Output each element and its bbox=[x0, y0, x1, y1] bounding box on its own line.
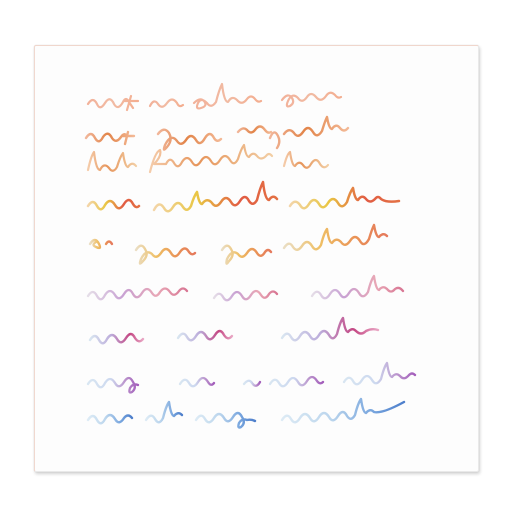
writing-line-8 bbox=[88, 363, 415, 393]
writing-line-6 bbox=[88, 276, 403, 300]
writing-line-3 bbox=[88, 145, 328, 172]
writing-line-7 bbox=[90, 318, 378, 343]
writing-line-2 bbox=[86, 117, 348, 150]
writing-line-4 bbox=[88, 182, 399, 211]
writing-line-5 bbox=[90, 225, 387, 264]
writing-line-9 bbox=[88, 399, 404, 428]
writing-line-1 bbox=[88, 84, 341, 110]
